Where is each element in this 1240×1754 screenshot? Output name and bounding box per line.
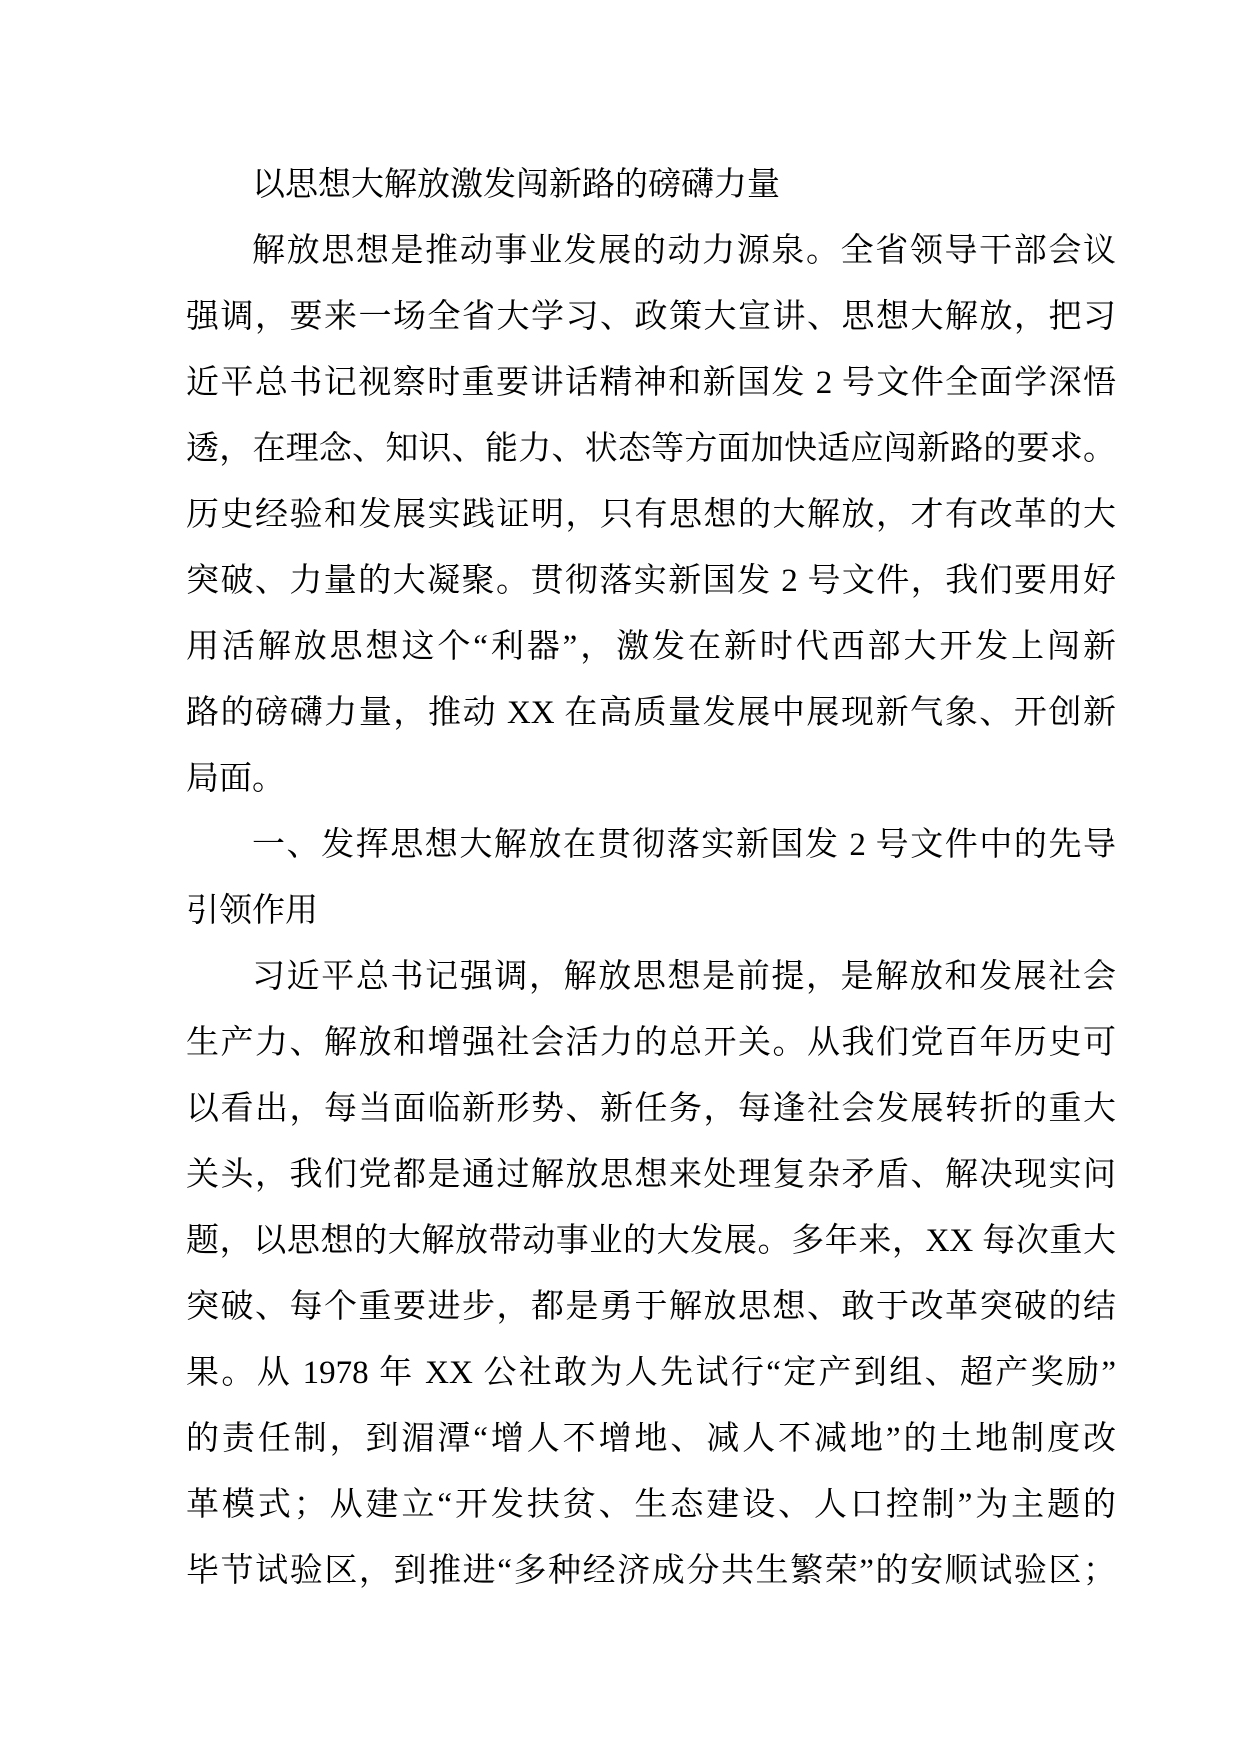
text-line: 局面。	[186, 761, 285, 797]
text-line: 突破、力量的大凝聚。贯彻落实新国发 2 号文件，我们要用好	[186, 563, 1117, 599]
text-line: 近平总书记视察时重要讲话精神和新国发 2 号文件全面学深悟	[186, 365, 1117, 401]
section-heading-line: 一、发挥思想大解放在贯彻落实新国发 2 号文件中的先导	[252, 827, 1116, 863]
text-line: 的责任制，到湄潭“增人不增地、减人不减地”的土地制度改	[186, 1421, 1116, 1457]
text-line: 透，在理念、知识、能力、状态等方面加快适应闯新路的要求。	[186, 431, 1116, 467]
text-line: 历史经验和发展实践证明，只有思想的大解放，才有改革的大	[186, 497, 1116, 533]
text-line: 以看出，每当面临新形势、新任务，每逢社会发展转折的重大	[186, 1091, 1116, 1127]
text-line: 果。从 1978 年 XX 公社敢为人先试行“定产到组、超产奖励”	[186, 1355, 1116, 1391]
text-line: 用活解放思想这个“利器”，激发在新时代西部大开发上闯新	[186, 629, 1116, 665]
document-title: 以思想大解放激发闯新路的磅礴力量	[252, 167, 780, 203]
paragraph-1	[186, 218, 1116, 812]
text-line: 关头，我们党都是通过解放思想来处理复杂矛盾、解决现实问	[186, 1157, 1116, 1193]
text-line: 题，以思想的大解放带动事业的大发展。多年来，XX 每次重大	[186, 1223, 1116, 1259]
text-line: 生产力、解放和增强社会活力的总开关。从我们党百年历史可	[186, 1025, 1116, 1061]
document-body	[186, 152, 1116, 1604]
text-line: 毕节试验区，到推进“多种经济成分共生繁荣”的安顺试验区；	[186, 1553, 1116, 1589]
text-line: 路的磅礴力量，推动 XX 在高质量发展中展现新气象、开创新	[186, 695, 1116, 731]
section-heading-line: 引领作用	[186, 893, 318, 929]
paragraph-2	[186, 944, 1116, 1604]
text-line: 突破、每个重要进步，都是勇于解放思想、敢于改革突破的结	[186, 1289, 1116, 1325]
text-line: 解放思想是推动事业发展的动力源泉。全省领导干部会议	[252, 233, 1116, 269]
section-heading	[186, 812, 1116, 944]
text-line: 强调，要来一场全省大学习、政策大宣讲、思想大解放，把习	[186, 299, 1116, 335]
text-line: 习近平总书记强调，解放思想是前提，是解放和发展社会	[252, 959, 1116, 995]
text-line: 革模式；从建立“开发扶贫、生态建设、人口控制”为主题的	[186, 1487, 1116, 1523]
